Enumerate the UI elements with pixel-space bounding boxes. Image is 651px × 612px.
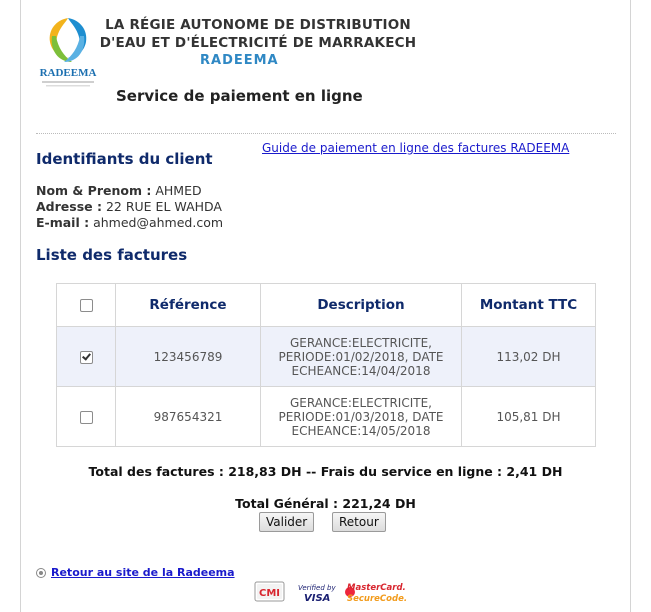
client-address-label: Adresse :: [36, 199, 102, 214]
col-description: Description: [261, 284, 462, 327]
org-acronym: RADEEMA: [200, 53, 279, 68]
select-all-cell: [57, 284, 116, 327]
table-row: [57, 327, 596, 387]
factures-table: [56, 283, 596, 447]
visa-line2: VISA: [304, 593, 331, 604]
row-montant: 105,81 DH: [462, 387, 596, 447]
radeema-logo: [28, 10, 108, 98]
org-title: [98, 16, 418, 52]
mastercard-securecode-icon: [345, 583, 407, 604]
row-select-cell: [57, 327, 116, 387]
row-reference: 987654321: [116, 387, 261, 447]
row-checkbox[interactable]: [80, 351, 93, 364]
org-title-line2: D'EAU ET D'ÉLECTRICITÉ DE MARRAKECH: [99, 35, 417, 51]
mc-line1: MasterCard.: [347, 583, 406, 593]
factures-section-title: Liste des factures: [36, 246, 188, 264]
client-email-line: [36, 215, 223, 231]
totals-factures: Total des factures : 218,83 DH -- Frais du service en ligne : 2,41 DH: [88, 464, 563, 479]
client-address-line: [36, 199, 222, 215]
row-desc-line: ECHEANCE:14/05/2018: [291, 423, 431, 438]
retour-button[interactable]: Retour: [332, 512, 386, 532]
col-montant: Montant TTC: [462, 284, 596, 327]
client-email-value: ahmed@ahmed.com: [93, 215, 224, 230]
row-desc-line: GERANCE:ELECTRICITE,: [289, 395, 432, 410]
row-montant: 113,02 DH: [462, 327, 596, 387]
cmi-text: CMI: [258, 588, 281, 599]
back-site-line: [36, 566, 235, 579]
org-title-line1: LA RÉGIE AUTONOME DE DISTRIBUTION: [105, 17, 411, 33]
guide-link[interactable]: Guide de paiement en ligne des factures RADEEMA: [262, 141, 570, 155]
col-reference: Référence: [116, 284, 261, 327]
logo-text: RADEEMA: [39, 67, 97, 79]
table-row: [57, 387, 596, 447]
client-email-label: E-mail :: [36, 215, 90, 230]
header-divider: [36, 133, 616, 134]
row-description: [261, 387, 462, 447]
select-all-checkbox[interactable]: [80, 299, 93, 312]
back-site-link[interactable]: Retour au site de la Radeema: [51, 566, 235, 579]
mc-line2: SecureCode.: [347, 594, 408, 604]
row-reference: 123456789: [116, 327, 261, 387]
row-desc-line: PERIODE:01/03/2018, DATE: [278, 409, 444, 424]
service-title: Service de paiement en ligne: [116, 87, 363, 105]
verified-by-visa-icon: [298, 584, 336, 604]
row-desc-line: ECHEANCE:14/04/2018: [291, 363, 431, 378]
row-select-cell: [57, 387, 116, 447]
client-address-value: 22 RUE EL WAHDA: [105, 199, 222, 214]
payment-logos: [254, 579, 414, 605]
totals-general: Total Général : 221,24 DH: [235, 496, 416, 511]
valider-button[interactable]: Valider: [259, 512, 314, 532]
row-checkbox[interactable]: [80, 411, 93, 424]
client-section-title: Identifiants du client: [36, 150, 213, 168]
client-name-label: Nom & Prenom :: [36, 183, 152, 198]
client-name-value: AHMED: [155, 183, 202, 198]
visa-line1: Verified by: [298, 584, 336, 592]
row-desc-line: PERIODE:01/02/2018, DATE: [278, 349, 444, 364]
cmi-logo-icon: [255, 582, 284, 601]
bullet-circle-icon: [36, 568, 46, 578]
logo-emblem-icon: [50, 18, 87, 62]
row-desc-line: GERANCE:ELECTRICITE,: [289, 335, 432, 350]
row-description: [261, 327, 462, 387]
client-name-line: [36, 183, 202, 199]
table-header-row: [57, 284, 596, 327]
